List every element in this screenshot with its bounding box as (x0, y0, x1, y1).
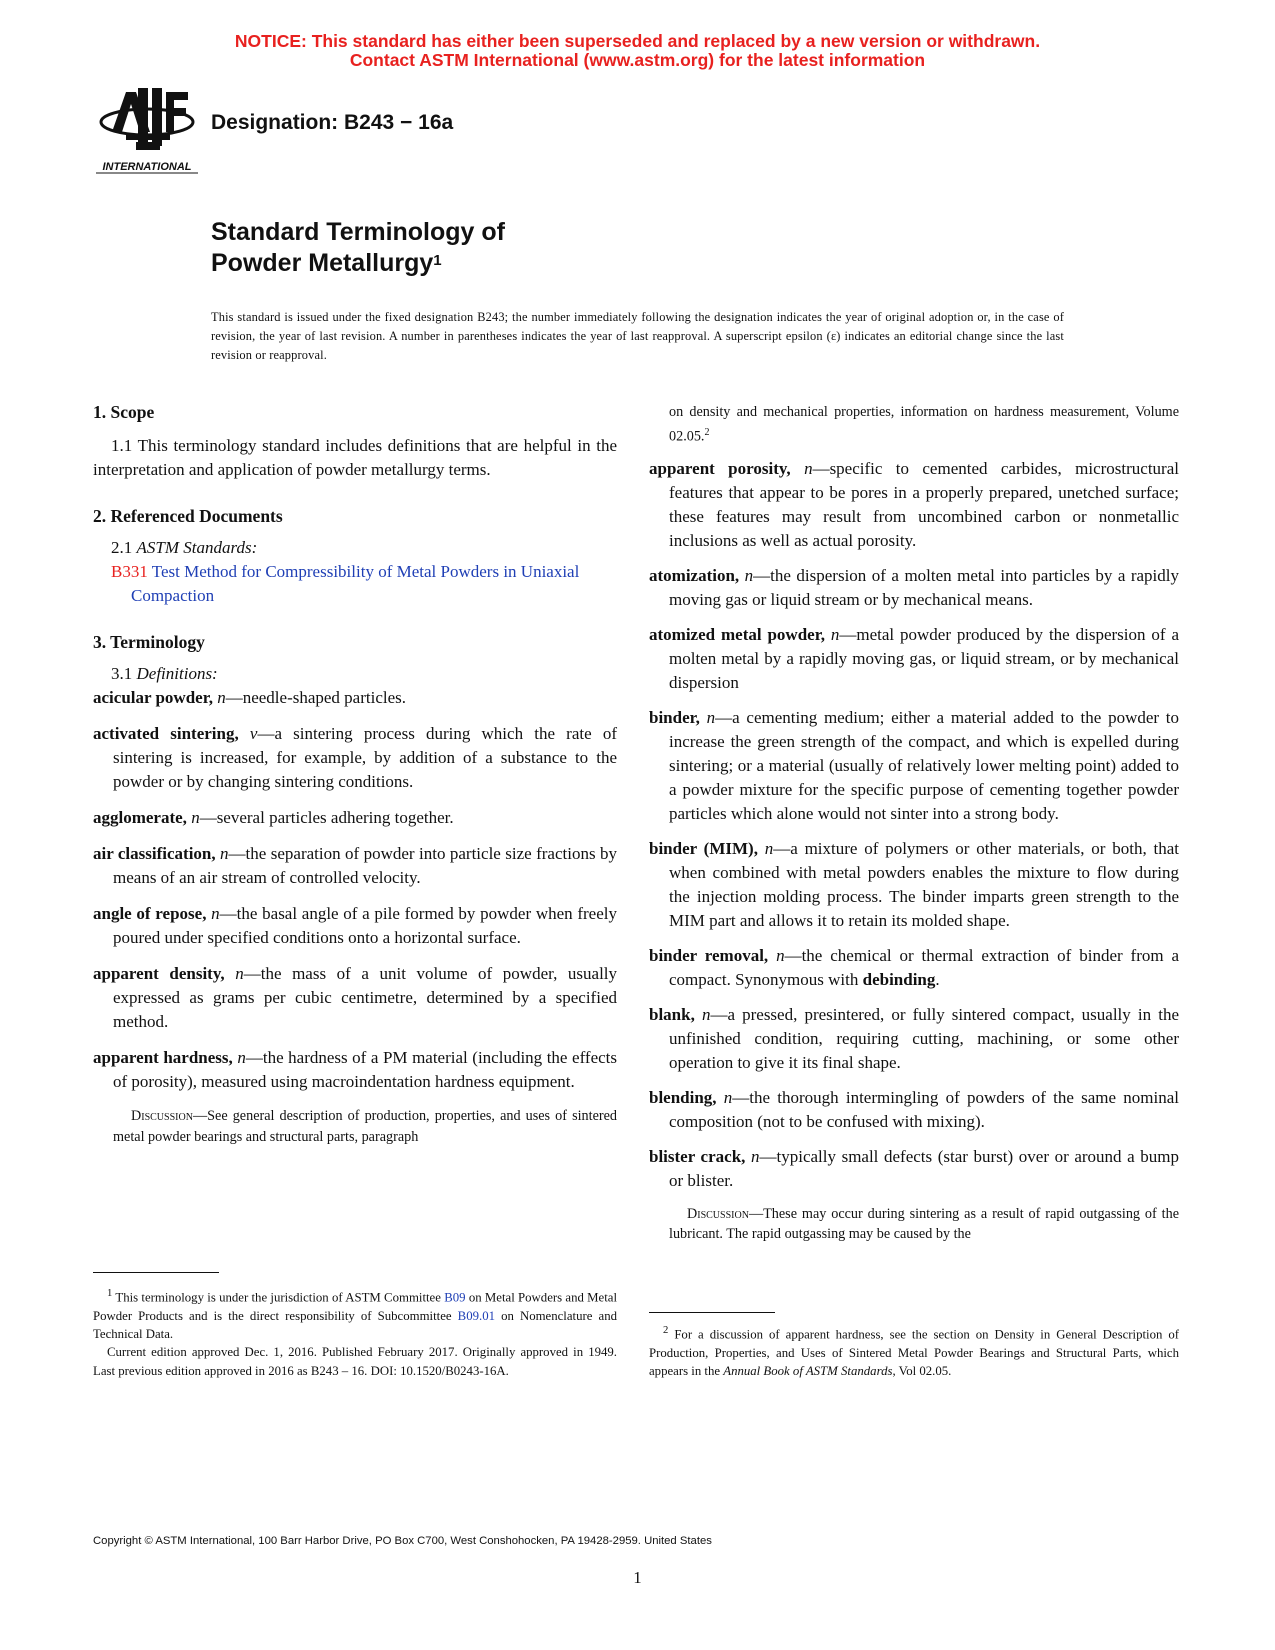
designation: Designation: B243 − 16a (211, 111, 454, 134)
definition-item: angle of repose, n—the basal angle of a pile formed by powder when freely poured under specified conditions onto a horizontal surface. (93, 904, 617, 947)
discussion-continuation: on density and mechanical properties, information on hardness measurement, Volume 02.05.$^2$ (669, 404, 1179, 445)
footnote-rule-right (649, 1312, 775, 1313)
discussion-note: Discussion—See general description of production, properties, and uses of sintered metal powder bearings and structural parts, paragraph (113, 1108, 617, 1145)
definition-item: atomization, n—the dispersion of a molten metal into particles by a rapidly moving gas or liquid stream or by mechanical means. (649, 565, 1180, 609)
title-line-1: Standard Terminology of (211, 218, 505, 246)
definition-item: blending, n—the thorough intermingling of powders of the same nominal composition (not to be confused with mixing). (649, 1087, 1179, 1131)
page-number: 1 (633, 1568, 642, 1587)
definition-item: agglomerate, n—several particles adhering together. (93, 808, 454, 827)
astm-logo (92, 84, 202, 176)
definition-item: blank, n—a pressed, presintered, or fully sintered compact, usually in the unfinished condition, requiring cutting, machining, or some other operation to give it its final shape. (649, 1004, 1179, 1072)
definition-item: atomized metal powder, n—metal powder produced by the dispersion of a molten metal by a rapidly moving gas, or liquid stream, or by mechanical dispersion (649, 624, 1180, 692)
notice-banner (0, 32, 1275, 70)
refdocs-sub-num: 2.1 (111, 538, 133, 557)
refdocs-sub-label: ASTM Standards: (136, 538, 258, 557)
issue-note: This standard is issued under the fixed designation B243; the number immediately following the designation indicates the year of original adoption or, in the case of revision, the year of last revision. A number in parentheses indicates the year of last reapproval. A superscript epsilon (ε) indicates an editorial change since the last revision or reapproval. (211, 310, 1064, 362)
definition-item: activated sintering, v—a sintering process during which the rate of sintering is increased, for example, by addition of a substance to the powder or by changing sintering conditions. (93, 724, 617, 791)
footnote-2: $^2$ For a discussion of apparent hardness, see the section on Density in General Description of Production, Properties, and Uses of Sintered Metal Powder Bearings and Structural Parts, which appears in the Annual Book of ASTM Standards, Vol 02.05. (649, 1325, 1180, 1379)
definition-item: binder removal, n—the chemical or thermal extraction of binder from a compact. Synonymous with debinding. (649, 945, 1180, 989)
definition-item: air classification, n—the separation of powder into particle size fractions by means of an air stream of controlled velocity. (93, 844, 617, 887)
refdocs-heading: 2. Referenced Documents (93, 506, 283, 526)
footnote-1-edition: Current edition approved Dec. 1, 2016. Published February 2017. Originally approved in 1949. Last previous edition approved in 2016 as B243 – 16. DOI: 10.1520/B0243-16A. (93, 1345, 617, 1378)
left-definitions-list (93, 686, 617, 1094)
left-column (93, 400, 617, 1147)
refdocs-sub (93, 536, 617, 560)
scope-heading: 1. Scope (93, 402, 155, 422)
logo-text: INTERNATIONAL (102, 161, 192, 173)
definition-item: binder, n—a cementing medium; either a material added to the powder to increase the green strength of the compact, and which is expelled during sintering; or a material (usually of relatively lower melting point) added to a powder mixture for the specific purpose of cementing together powder particles which alone would not sinter into a strong body. (649, 707, 1180, 823)
definitions-num: 3.1 (111, 664, 133, 683)
link-b09[interactable]: B09 (444, 1290, 466, 1305)
ref-code[interactable]: B331 (111, 562, 148, 581)
ref-text[interactable]: Test Method for Compressibility of Metal Powders in Uniaxial Compaction (131, 562, 580, 605)
notice-line-1: NOTICE: This standard has either been superseded and replaced by a new version or withdrawn. (234, 31, 1041, 51)
footnote-1: $^1$ This terminology is under the jurisdiction of ASTM Committee B09 on Metal Powders and Metal Powder Products and is the direct responsibility of Subcommittee B09.01 on Nomenclature and Technical Data. Current edition approved Dec. 1, 2016. Published February 2017. Originally approved in 1949. Last previous edition approved in 2016 as B243 – 16. DOI: 10.1520/B0243-16A. (93, 1285, 617, 1380)
footnote-rule-left (93, 1272, 219, 1273)
notice-line-2: Contact ASTM International (www.astm.org) for the latest information (349, 50, 926, 70)
title-footnote-ref[interactable]: 1 (433, 252, 442, 269)
definition-item: binder (MIM), n—a mixture of polymers or other materials, or both, that when combined with metal powders enables the mixture to flow during the injection molding process. The binder imparts green strength to the MIM part and allows it to retain its molded shape. (649, 838, 1180, 930)
copyright: Copyright © ASTM International, 100 Barr Harbor Drive, PO Box C700, West Conshohocken, PA 19428-2959. United States (93, 1535, 712, 1547)
scope-text: 1.1 This terminology standard includes definitions that are helpful in the interpretation and application of powder metallurgy terms. (93, 436, 617, 479)
footnote-ref-2[interactable]: 2 (704, 426, 710, 438)
page-title (211, 217, 505, 279)
definitions-sub (93, 662, 617, 686)
right-column (649, 402, 1179, 1245)
discussion-note: Discussion—These may occur during sintering as a result of rapid outgassing of the lubricant. The rapid outgassing may be caused by the (669, 1205, 1179, 1243)
definition-item: acicular powder, n—needle-shaped particles. (93, 688, 407, 707)
title-line-2: Powder Metallurgy (211, 249, 434, 277)
definition-item: apparent density, n—the mass of a unit volume of powder, usually expressed as grams per cubic centimetre, determined by a specified method. (93, 964, 618, 1031)
link-b09-01[interactable]: B09.01 (457, 1308, 495, 1323)
definition-item: blister crack, n—typically small defects (star burst) over or around a bump or blister. (649, 1146, 1179, 1190)
terminology-heading: 3. Terminology (93, 632, 205, 652)
definition-item: apparent porosity, n—specific to cemented carbides, microstructural features that appear to be pores in a properly prepared, unetched surface; these features may result from uncombined carbon or nonmetallic inclusions as well as actual porosity. (649, 458, 1179, 550)
definitions-label: Definitions: (136, 664, 218, 683)
definition-item: apparent hardness, n—the hardness of a PM material (including the effects of porosity), measured using macroindentation hardness equipment. (93, 1048, 618, 1091)
ref-link-b331[interactable] (93, 560, 617, 608)
